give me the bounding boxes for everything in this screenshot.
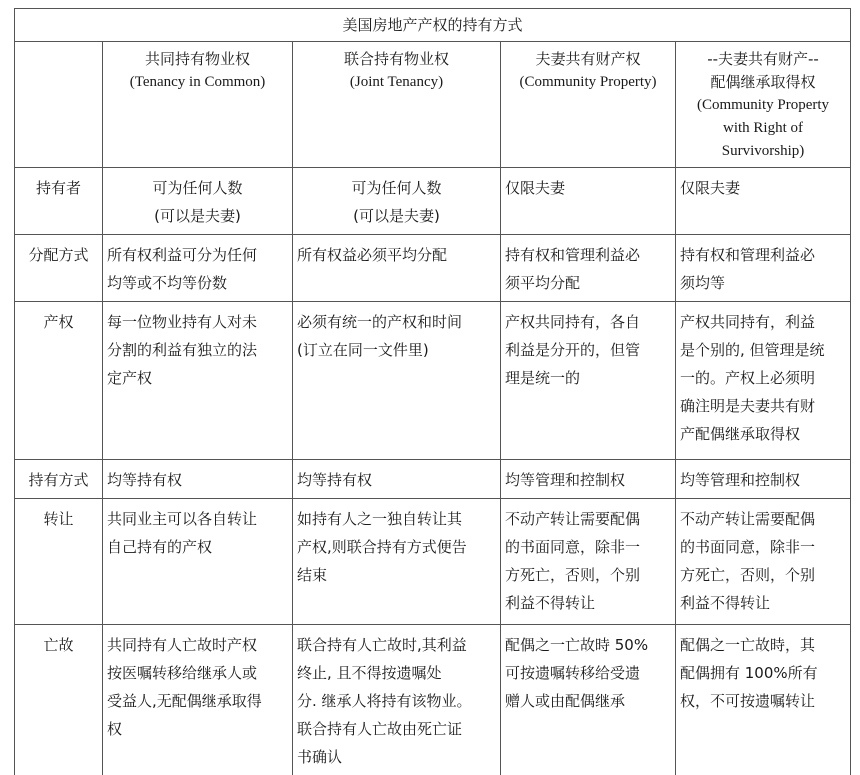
table-cell: 可为任何人数 (可以是夫妻) (293, 168, 501, 235)
table-cell: 均等管理和控制权 (501, 460, 676, 499)
table-cell: 产权共同持有，利益 是个别的, 但管理是统 一的。产权上必须明 确注明是夫妻共有财 产配偶继承取得权 (676, 302, 851, 460)
column-header-en-line2: with Right of (680, 117, 846, 140)
row-label: 亡故 (15, 625, 103, 775)
column-header-community-property-survivorship (676, 42, 851, 168)
column-header-en: (Joint Tenancy) (297, 71, 496, 94)
property-ownership-table (14, 8, 851, 775)
column-header-en: (Tenancy in Common) (107, 71, 288, 94)
table-cell: 如持有人之一独自转让其 产权,则联合持有方式便告 结束 (293, 499, 501, 625)
table-row (15, 499, 851, 625)
table-row (15, 460, 851, 499)
table-cell: 配偶之一亡故時，其 配偶拥有 100%所有 权，不可按遗嘱转让 (676, 625, 851, 775)
row-label: 持有方式 (15, 460, 103, 499)
table-cell: 必须有统一的产权和时间 (订立在同一文件里) (293, 302, 501, 460)
column-header-en: (Community Property) (505, 71, 671, 94)
column-header-en-line3: Survivorship) (680, 140, 846, 163)
table-row (15, 625, 851, 775)
column-header-zh: --夫妻共有财产-- (680, 48, 846, 71)
column-header-community-property (501, 42, 676, 168)
table-cell: 产权共同持有，各自 利益是分开的，但管 理是统一的 (501, 302, 676, 460)
column-header-en: (Community Property (680, 94, 846, 117)
table-cell: 均等持有权 (293, 460, 501, 499)
table-cell: 可为任何人数 (可以是夫妻) (103, 168, 293, 235)
row-label: 产权 (15, 302, 103, 460)
table-cell: 持有权和管理利益必 须均等 (676, 235, 851, 302)
table-title: 美国房地产产权的持有方式 (15, 9, 851, 42)
table-cell: 均等管理和控制权 (676, 460, 851, 499)
table-cell: 不动产转让需要配偶 的书面同意，除非一 方死亡，否则，个别 利益不得转让 (501, 499, 676, 625)
row-label: 分配方式 (15, 235, 103, 302)
table-cell: 仅限夫妻 (501, 168, 676, 235)
row-label: 转让 (15, 499, 103, 625)
row-label: 持有者 (15, 168, 103, 235)
column-header-joint-tenancy (293, 42, 501, 168)
column-header-zh: 共同持有物业权 (107, 48, 288, 71)
table-cell: 联合持有人亡故时,其利益 终止, 且不得按遗嘱处 分. 继承人将持有该物业。 联合持有人亡故由死亡证 书确认 (293, 625, 501, 775)
table-cell: 不动产转让需要配偶 的书面同意，除非一 方死亡，否则，个别 利益不得转让 (676, 499, 851, 625)
table-cell: 仅限夫妻 (676, 168, 851, 235)
table-cell: 配偶之一亡故時 50% 可按遗嘱转移给受遗 赠人或由配偶继承 (501, 625, 676, 775)
table-cell: 均等持有权 (103, 460, 293, 499)
table-row (15, 302, 851, 460)
table-cell: 共同业主可以各自转让 自己持有的产权 (103, 499, 293, 625)
column-header-zh: 联合持有物业权 (297, 48, 496, 71)
title-row (15, 9, 851, 42)
column-header-zh: 夫妻共有财产权 (505, 48, 671, 71)
table-cell: 所有权利益可分为任何 均等或不均等份数 (103, 235, 293, 302)
corner-cell (15, 42, 103, 168)
column-header-zh-line2: 配偶继承取得权 (680, 71, 846, 94)
table-cell: 持有权和管理利益必 须平均分配 (501, 235, 676, 302)
table-cell: 共同持有人亡故时产权 按医嘱转移给继承人或 受益人,无配偶继承取得 权 (103, 625, 293, 775)
column-header-tenancy-in-common (103, 42, 293, 168)
header-row (15, 42, 851, 168)
table-row (15, 168, 851, 235)
table-row (15, 235, 851, 302)
table-cell: 每一位物业持有人对未 分割的利益有独立的法 定产权 (103, 302, 293, 460)
table-cell: 所有权益必须平均分配 (293, 235, 501, 302)
